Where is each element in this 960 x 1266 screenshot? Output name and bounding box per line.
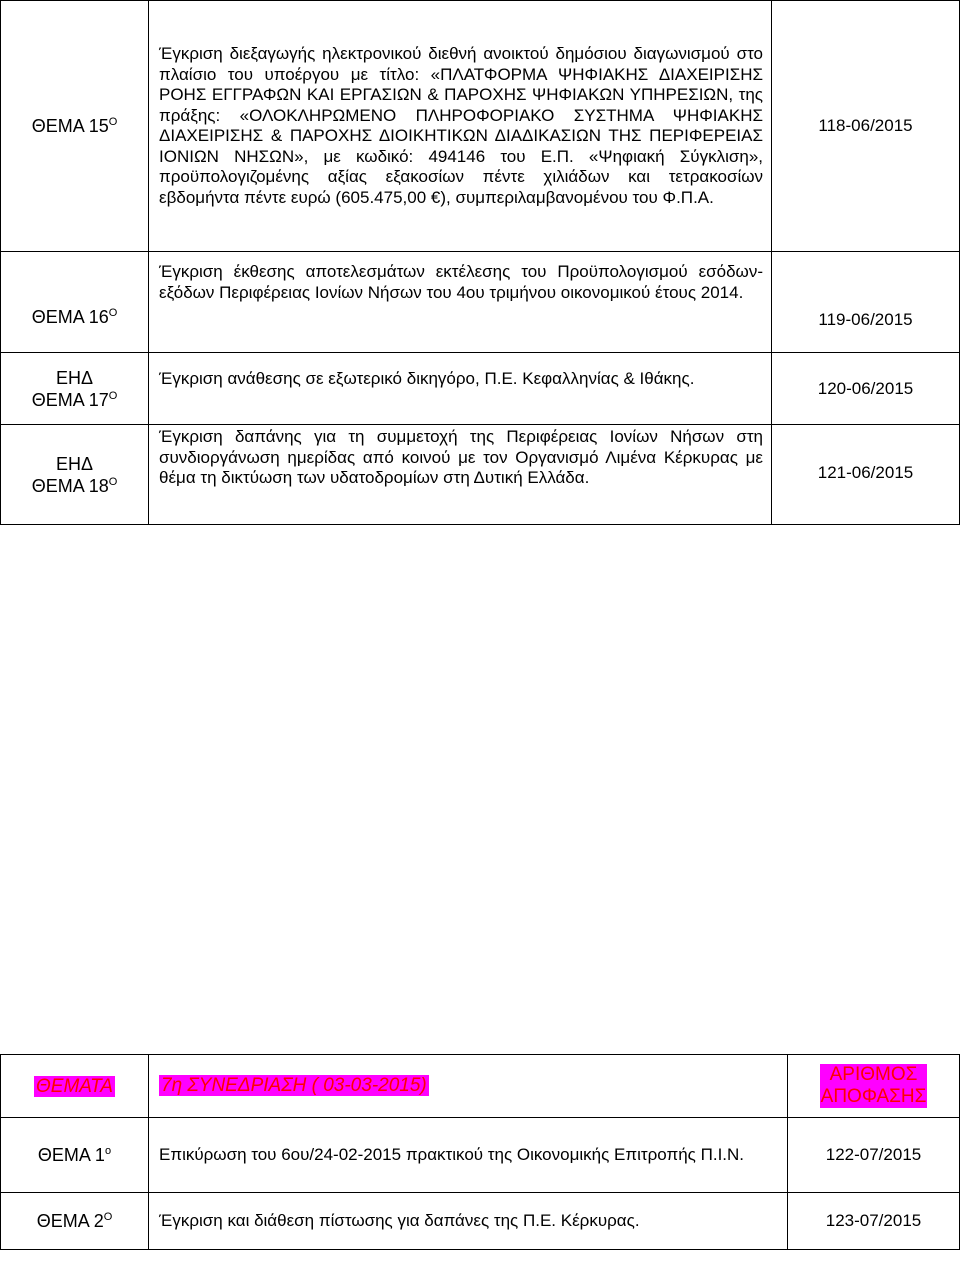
table-row [1,252,960,353]
table-row [1,1193,960,1250]
description-cell [149,1118,788,1193]
header-themes-label: ΘΕΜΑΤΑ [36,1075,113,1097]
decision-number: 123-07/2015 [825,1211,922,1230]
decision-cell [772,252,960,353]
theme-cell [1,1,149,252]
theme-label: ΘΕΜΑ 15 [31,116,109,136]
decision-number: 118-06/2015 [818,116,913,135]
theme-ordinal: Ο [108,389,118,402]
decision-number: 121-06/2015 [817,463,914,482]
theme-label: ΘΕΜΑ 17 [31,389,109,410]
description-cell [149,252,772,353]
header-decision-line2: ΑΠΟΦΑΣΗΣ [820,1086,927,1107]
theme-cell [1,425,149,525]
description-text: Έγκριση και διάθεση πίστωσης για δαπάνες της Π.Ε. Κέρκυρας. [159,1210,640,1230]
decisions-table-6th-session [0,0,960,525]
theme-cell [1,1118,149,1193]
theme-cell [1,1193,149,1250]
decision-cell [788,1193,960,1250]
description-text: Έγκριση διεξαγωγής ηλεκτρονικού διεθνή ανοικτού δημόσιου διαγωνισμού στο πλαίσιο του υποέργου με τίτλο: «ΠΛΑΤΦΟΡΜΑ ΨΗΦΙΑΚΗΣ ΔΙΑΧΕΙΡΙΣΗΣ ΡΟΗΣ ΕΓΓΡΑΦΩΝ ΚΑΙ ΕΡΓΑΣΙΩΝ & ΠΑΡΟΧΗΣ ΨΗΦΙΑΚΩΝ ΥΠΗΡΕΣΙΩΝ, της πράξης: «ΟΛΟΚΛΗΡΩΜΕΝΟ ΠΛΗΡΟΦΟΡΙΑΚΟ ΣΥΣΤΗΜΑ ΨΗΦΙΑΚΗΣ ΔΙΑΧΕΙΡΙΣΗΣ & ΠΑΡΟΧΗΣ ΔΙΟΙΚΗΤΙΚΩΝ ΔΙΑΔΙΚΑΣΙΩΝ ΤΗΣ ΠΕΡΙΦΕΡΕΙΑΣ ΙΟΝΙΩΝ ΝΗΣΩΝ», με κωδικό: 494146 του Ε.Π. «Ψηφιακή Σύγκλιση», προϋπολογιζομένης αξίας εξακοσίων πέντε χιλιάδων και τετρακοσίων εβδομήντα πέντε ευρώ (605.475,00 €), συμπεριλαμβανομένου του Φ.Π.Α. [159,44,763,207]
header-themes [1,1055,149,1118]
table-header-row [1,1055,960,1118]
header-decision-line1: ΑΡΙΘΜΟΣ [820,1064,928,1086]
table-row [1,1,960,252]
theme-ordinal: Ο [108,116,118,128]
theme-ordinal: Ο [108,476,118,488]
description-cell [149,1193,788,1250]
description-cell [149,1,772,252]
table-row [1,353,960,425]
theme-cell [1,353,149,425]
decisions-table-7th-session [0,1054,960,1250]
table-row [1,1118,960,1193]
description-text: Έγκριση έκθεσης αποτελεσμάτων εκτέλεσης του Προϋπολογισμού εσόδων-εξόδων Περιφέρειας Ιονίων Νήσων του 4ου τριμήνου οικονομικού έτους 2014. [159,262,763,302]
decision-cell [772,1,960,252]
decision-number: 119-06/2015 [818,310,913,329]
table-row [1,425,960,525]
theme-cell [1,252,149,353]
decision-cell [788,1118,960,1193]
theme-label: ΘΕΜΑ 18 [31,476,109,496]
header-session-label: 7η ΣΥΝΕΔΡΙΑΣΗ ( 03-03-2015) [161,1074,427,1096]
description-text: Επικύρωση του 6ου/24-02-2015 πρακτικού της Οικονομικής Επιτροπής Π.Ι.Ν. [159,1144,745,1164]
theme-label: ΘΕΜΑ 16 [31,307,109,327]
theme-ordinal: Ο [108,307,118,319]
header-session [149,1055,788,1118]
theme-ordinal: Ο [103,1211,113,1223]
theme-ordinal: ο [104,1145,112,1157]
theme-prefix: ΕΗΔ [55,367,94,388]
theme-label: ΘΕΜΑ 2 [36,1211,104,1231]
theme-label: ΘΕΜΑ 1 [37,1145,105,1165]
decision-number: 122-07/2015 [825,1145,922,1164]
theme-prefix: ΕΗΔ [55,454,94,474]
decision-cell [772,353,960,425]
decision-number: 120-06/2015 [817,378,914,398]
description-text: Έγκριση ανάθεσης σε εξωτερικό δικηγόρο, Π.Ε. Κεφαλληνίας & Ιθάκης. [159,369,695,388]
header-decision-number [788,1055,960,1118]
description-cell [149,353,772,425]
description-cell [149,425,772,525]
decision-cell [772,425,960,525]
description-text: Έγκριση δαπάνης για τη συμμετοχή της Περιφέρειας Ιονίων Νήσων στη συνδιοργάνωση ημερίδας από κοινού με τον Οργανισμό Λιμένα Κέρκυρας με θέμα τη δικτύωση των υδατοδρομίων στη Δυτική Ελλάδα. [159,427,763,487]
